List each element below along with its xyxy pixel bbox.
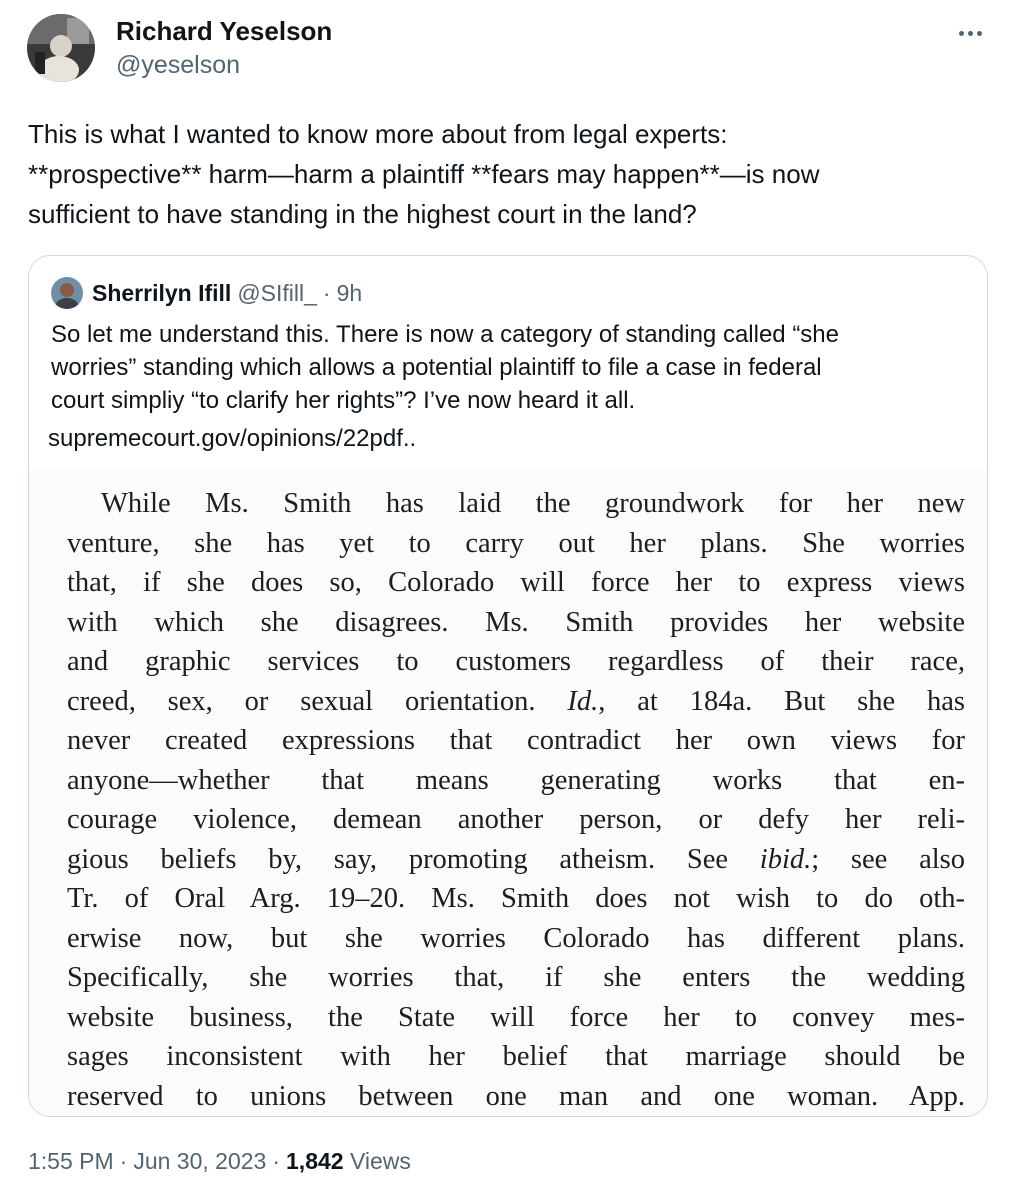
opinion-line: that, if she does so, Colorado will force her to express views	[67, 567, 965, 598]
author-avatar[interactable]	[27, 14, 95, 82]
opinion-line: with which she disagrees. Ms. Smith provides her website	[67, 606, 965, 638]
tweet-date[interactable]: Jun 30, 2023	[133, 1148, 267, 1174]
meta-separator: ·	[119, 1148, 128, 1174]
opinion-line: venture, she has yet to carry out her plans. She worries	[67, 527, 965, 559]
quoted-timestamp[interactable]: 9h	[336, 279, 363, 306]
author-info	[116, 16, 332, 80]
tweet-time[interactable]: 1:55 PM	[28, 1148, 114, 1174]
more-options-icon[interactable]	[952, 18, 988, 48]
quoted-document-image[interactable]	[29, 468, 987, 1116]
quoted-tweet-text: So let me understand this. There is now a category of standing called “she worries” standing which allows a potential plaintiff to file a case in federal court simpliy “to clarify her rights”? I’ve now heard it all.	[51, 321, 840, 414]
meta-separator: ·	[272, 1148, 281, 1174]
opinion-line: Tr. of Oral Arg. 19–20. Ms. Smith does not wish to do oth-	[67, 883, 965, 914]
opinion-line: sages inconsistent with her belief that marriage should be	[67, 1041, 965, 1072]
court-opinion-excerpt	[67, 484, 965, 1116]
opinion-line: Specifically, she worries that, if she enters the wedding	[67, 962, 965, 993]
opinion-line: creed, sex, or sexual orientation. Id., at 184a. But she has	[67, 685, 965, 717]
views-count: 1,842	[286, 1148, 344, 1174]
more-dot	[977, 31, 982, 36]
quoted-author-avatar[interactable]	[51, 277, 83, 309]
opinion-line: and graphic services to customers regardless of their race,	[67, 646, 965, 677]
quoted-tweet[interactable]	[28, 255, 988, 1117]
quoted-tweet-header	[51, 276, 362, 310]
quoted-author-handle[interactable]: @SIfill_	[237, 279, 317, 306]
views-label: Views	[349, 1148, 411, 1174]
opinion-line: courage violence, demean another person, or defy her reli-	[67, 804, 965, 835]
more-dot	[968, 31, 973, 36]
opinion-line: website business, the State will force her to convey mes-	[67, 1001, 965, 1033]
quoted-author-name[interactable]: Sherrilyn Ifill	[92, 279, 232, 306]
opinion-line: erwise now, but she worries Colorado has different plans.	[67, 922, 965, 954]
tweet-text: This is what I wanted to know more about from legal experts: **prospective** harm—harm a plaintiff **fears may happen**—is now sufficient to have standing in the highest court in the land?	[28, 119, 820, 229]
opinion-line: gious beliefs by, say, promoting atheism. See ibid.; see also	[67, 843, 965, 875]
opinion-line: While Ms. Smith has laid the groundwork for her new	[101, 488, 965, 519]
opinion-line: anyone—whether that means generating works that en-	[67, 764, 965, 796]
opinion-line: reserved to unions between one man and one woman. App.	[67, 1080, 965, 1112]
tweet-meta	[28, 1145, 411, 1177]
quoted-separator: ·	[322, 279, 331, 306]
more-dot	[959, 31, 964, 36]
quoted-tweet-link[interactable]: supremecourt.gov/opinions/22pdf..	[48, 425, 417, 452]
author-handle[interactable]: @yeselson	[116, 51, 241, 79]
author-display-name[interactable]: Richard Yeselson	[116, 16, 333, 46]
opinion-line: never created expressions that contradict her own views for	[67, 725, 965, 756]
